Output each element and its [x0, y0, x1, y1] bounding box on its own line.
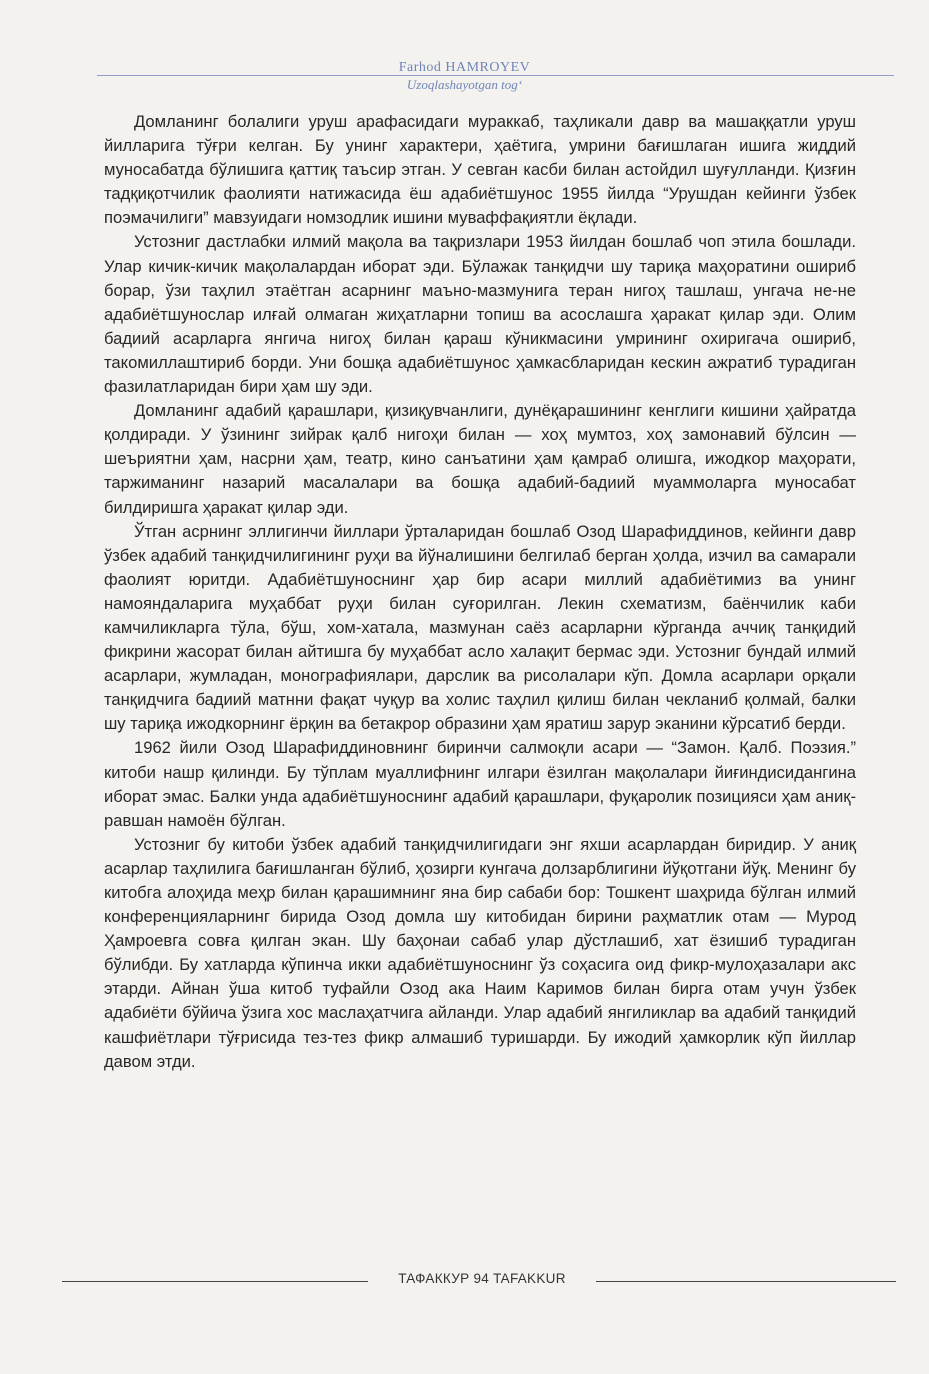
footer-page-label: ТАФАККУР 94 TAFAKKUR [398, 1271, 566, 1286]
header-author: Farhod HAMROYEV [398, 60, 531, 75]
page-footer [62, 1271, 896, 1291]
footer-rule-left [62, 1281, 368, 1282]
paragraph: Домланинг болалиги уруш арафасидаги мураккаб, таҳликали давр ва машаққатли уруш йилларига тўғри келган. Бу унинг характери, ҳаётига, умрини бағишлаган ишига жиддий муносабатда бўлишига қаттиқ таъсир этган. У севган касби билан астойдил шуғулланди. Қизғин тадқиқотчилик фаолияти натижасида ёш адабиётшунос 1955 йилда “Урушдан кейинги ўзбек поэмачилиги” мавзуидаги номзодлик ишини муваффақиятли ёқлади. [104, 112, 856, 228]
paragraph: 1962 йили Озод Шарафиддиновнинг биринчи салмоқли асари — “Замон. Қалб. Поэзия.” китоби нашр қилинди. Бу тўплам муаллифнинг илгари ёзилган мақолалари йиғиндисидангина иборат эмас. Балки унда адабиётшуноснинг адабий қарашлари, фуқаролик позицияси ҳам аниқ-равшан намоён бўлган. [104, 738, 856, 830]
article-body [104, 110, 856, 1074]
paragraph: Устозниг дастлабки илмий мақола ва тақризлари 1953 йилдан бошлаб чоп этила бошлади. Улар кичик-кичик мақолалардан иборат эди. Бўлажак танқидчи шу тариқа маҳоратини ошириб борар, ўзи таҳлил этаётган асарнинг маъно-мазмунига теран нигоҳ ташлаш, унгача не-не адабиётшунослар илғай олмаган жиҳатларни топиш ва асослашга ҳаракат қилар эди. Олим бадиий асарларга янгича нигоҳ билан қараш кўникмасини умрининг охиригача ошириб, такомиллаштириб борди. Уни бошқа адабиётшунос ҳамкасбларидан кескин ажратиб турадиган фазилатларидан бири ҳам шу эди. [104, 232, 856, 397]
paragraph: Устозниг бу китоби ўзбек адабий танқидчилигидаги энг яхши асарлардан биридир. У аниқ асарлар таҳлилига бағишланган бўлиб, ҳозирги кунгача долзарблигини йўқотгани йўқ. Менинг бу китобга алоҳида меҳр билан қарашимнинг яна бир сабаби бор: Тошкент шаҳрида бўлган илмий конференцияларнинг бирида Озод домла шу китобидан бирини раҳматлик отам — Мурод Ҳамроевга совға қилган экан. Шу баҳонаи сабаб улар дўстлашиб, хат ёзишиб турадиган бўлибди. Бу хатларда кўпинча икки адабиётшуноснинг ўз соҳасига оид фикр-мулоҳазалари акс этарди. Айнан ўша китоб туфайли Озод ака Наим Каримов билан бирга отам учун ўзбек адабиёти бўйича ўзига хос маслаҳатчига айланди. Улар адабий янгиликлар ва адабий танқидий кашфиётлари тўғрисида тез-тез фикр алмашиб туришарди. Бу ижодий ҳамкорлик кўп йиллар давом этди. [104, 834, 856, 1071]
header-rule [97, 75, 894, 76]
footer-rule-right [596, 1281, 896, 1282]
running-header [0, 58, 929, 76]
header-subtitle: Uzoqlashayotgan tog‘ [406, 77, 523, 92]
paragraph: Домланинг адабий қарашлари, қизиқувчанлиги, дунёқарашининг кенглиги кишини ҳайратда қолдиради. У ўзининг зийрак қалб нигоҳи билан — хоҳ мумтоз, хоҳ замонавий бўлсин — шеъриятни ҳам, насрни ҳам, театр, кино санъатини ҳам қамраб олишга, ижодкор маҳорати, таржиманинг назарий масалалари ва бошқа адабий-бадиий муаммоларга муносабат билдиришга ҳаракат қилар эди. [104, 401, 856, 517]
paragraph: Ўтган асрнинг эллигинчи йиллари ўрталаридан бошлаб Озод Шарафиддинов, кейинги давр ўзбек адабий танқидчилигининг руҳи ва йўналишини белгилаб берган ҳолда, изчил ва самарали фаолият юритди. Адабиётшуноснинг ҳар бир асари миллий адабиётимиз ва унинг намояндаларига муҳаббат руҳи билан суғорилган. Лекин схематизм, баёнчилик каби камчиликларга тўла, бўш, хом-хатала, мазмунан саёз асарларни кўрганда аччиқ танқидий фикрини жасорат билан айтишга бу муҳаббат асло халақит бермас эди. Устозниг бундай илмий асарлари, жумладан, монографиялари, дарслик ва рисолалари кўп. Домла асарлари орқали танқидчига бадиий матнни фақат чуқур ва холис таҳлил қилиш билан чекланиб қолмай, балки шу тариқа ижодкорнинг ёрқин ва бетакрор образини ҳам яратиш зарур эканини кўрсатиб берди. [104, 521, 856, 734]
